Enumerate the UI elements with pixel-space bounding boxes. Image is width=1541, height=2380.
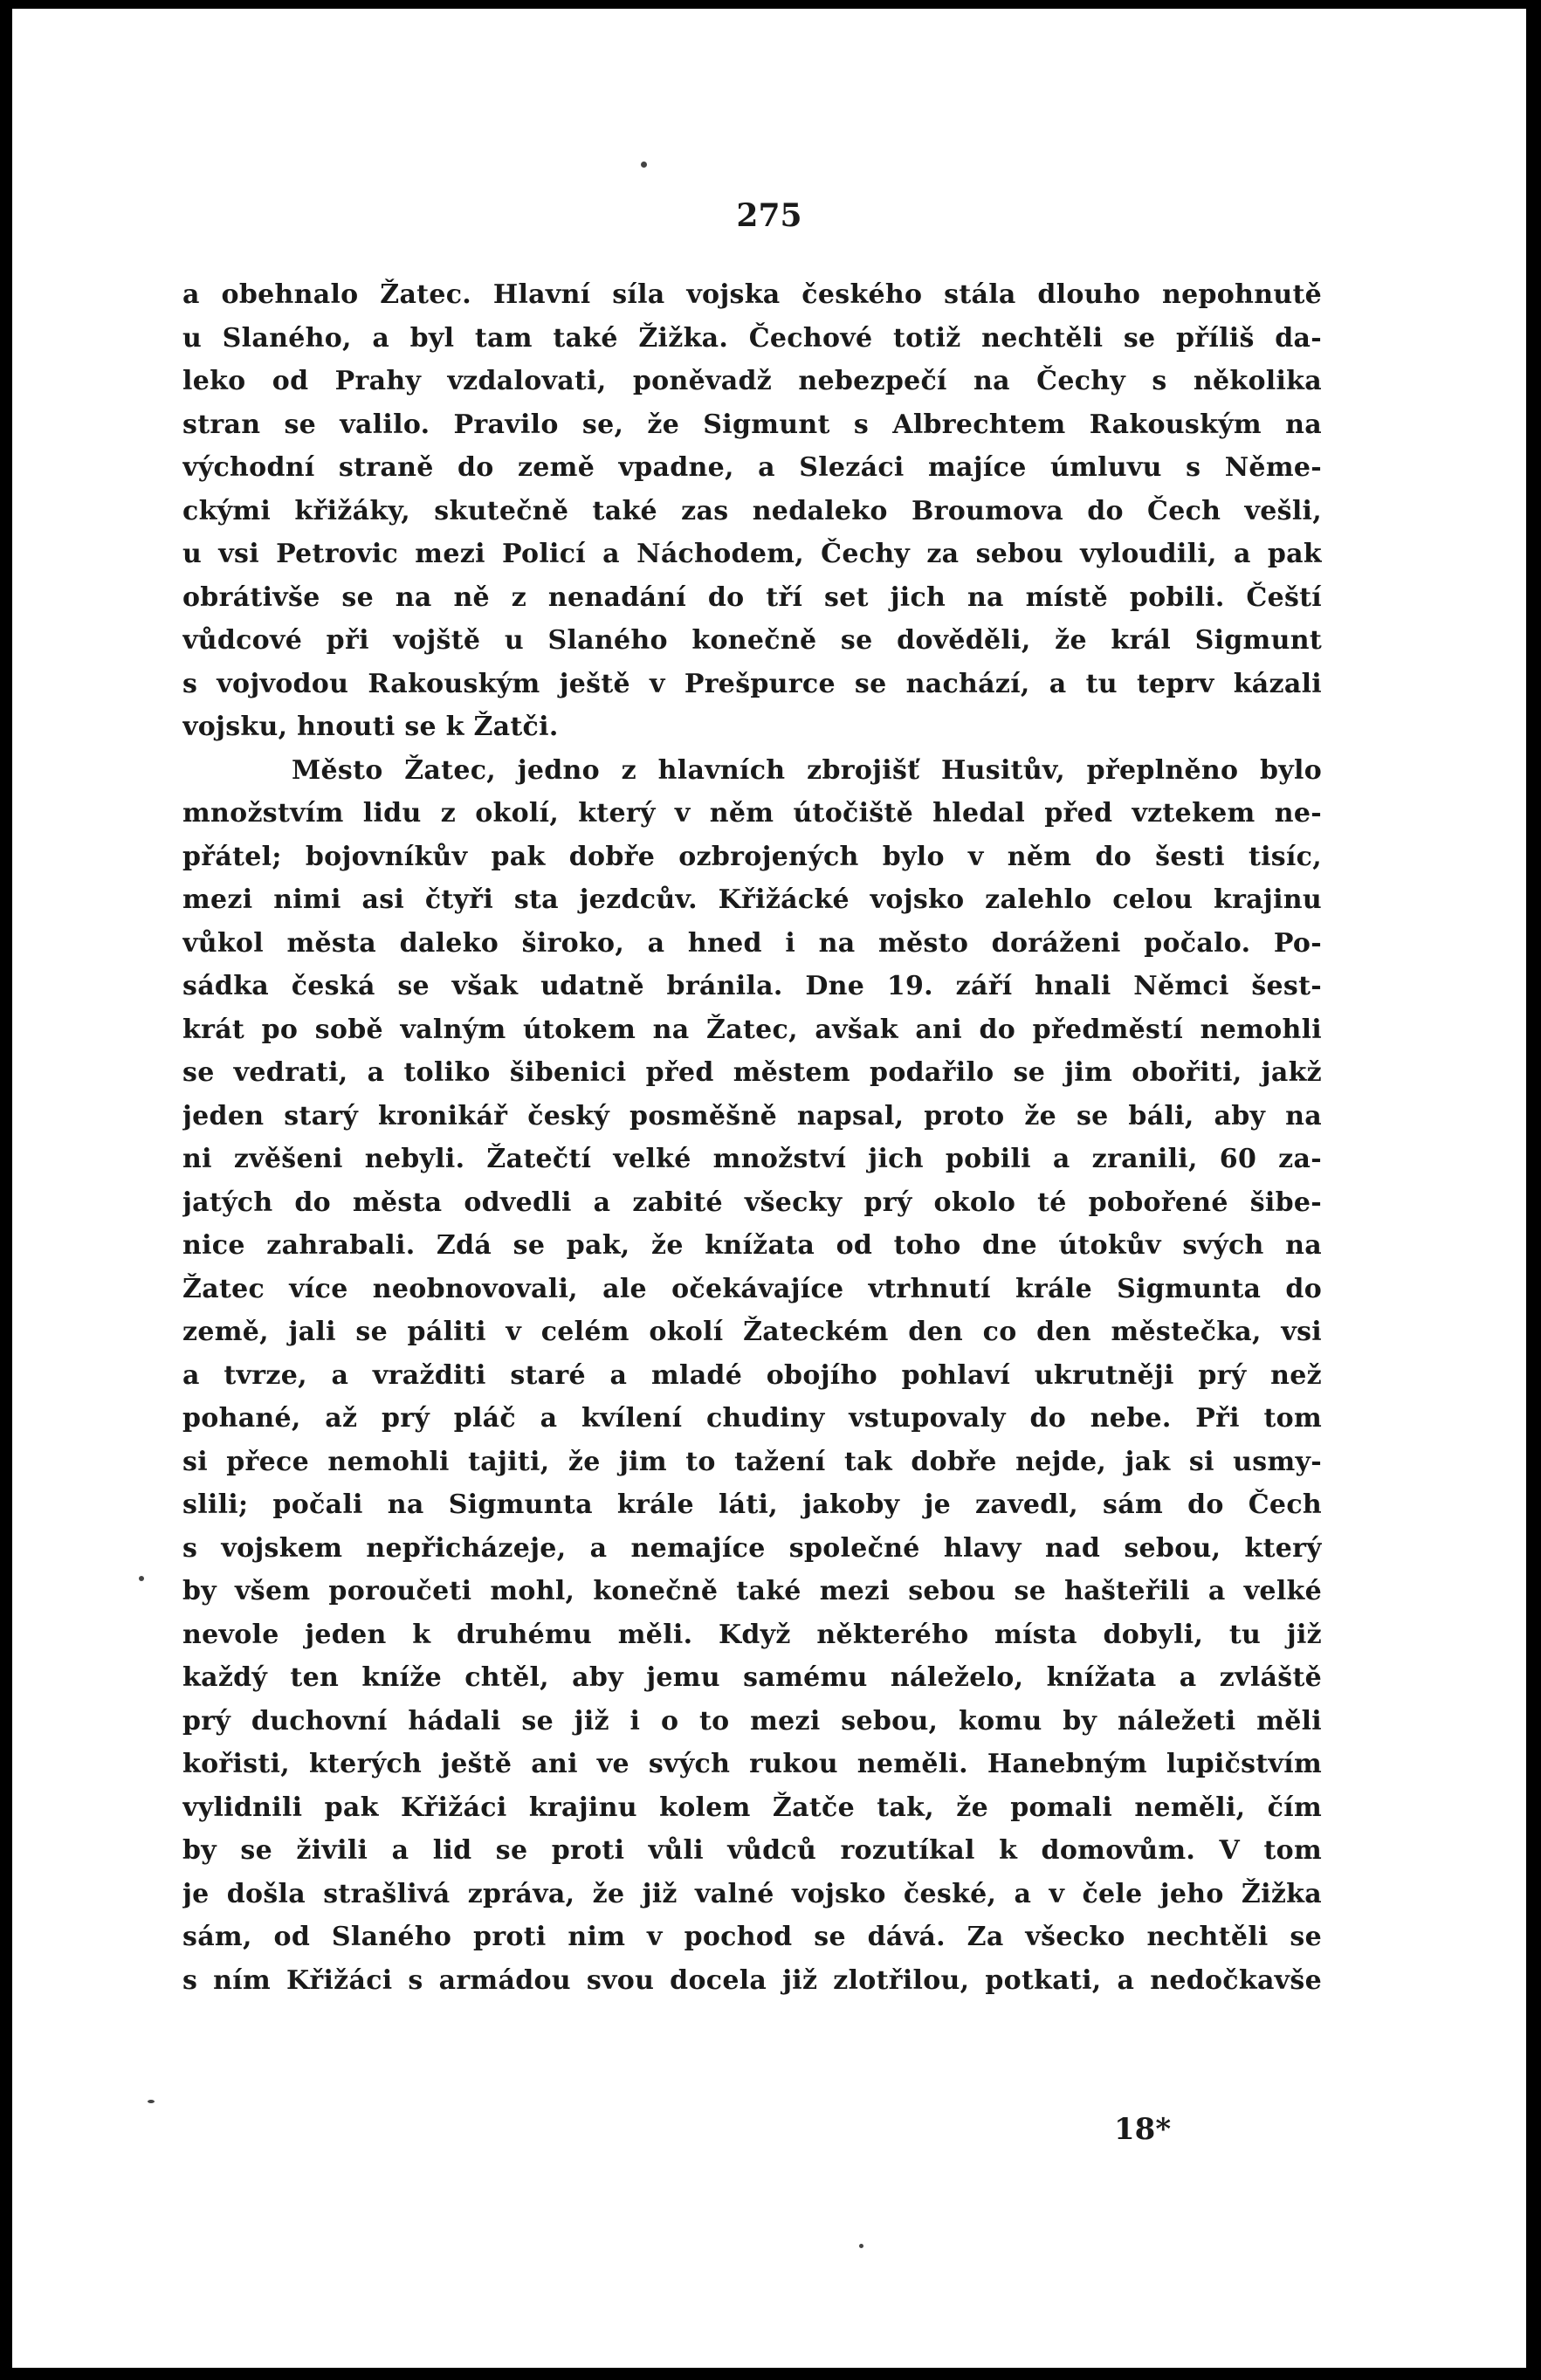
text-line: ni zvěšeni nebyli. Žatečtí velké množství jich pobili a zranili, 60 za- [182,1144,1322,1174]
text-line: by se živili a lid se proti vůli vůdců rozutíkal k domovům. V tom [182,1835,1322,1866]
text-line: sám, od Slaného proti nim v pochod se dává. Za všecko nechtěli se [182,1922,1322,1952]
text-line: prý duchovní hádali se již i o to mezi sebou, komu by náležeti měli [182,1705,1322,1737]
text-line: krát po sobě valným útokem na Žatec, avšak ani do předměstí nemohli [182,1014,1322,1045]
text-line: u Slaného, a byl tam také Žižka. Čechové totiž nechtěli se příliš da- [182,322,1322,354]
text-line: s vojvodou Rakouským ještě v Prešpurce se nachází, a tu teprv kázali [182,668,1322,699]
text-line: mezi nimi asi čtyři sta jezdcův. Křižácké vojsko zalehlo celou krajinu [182,884,1322,915]
text-line: sádka česká se však udatně bránila. Dne 19. září hnali Němci šest- [182,971,1322,1001]
text-line: ckými křižáky, skutečně také zas nedaleko Broumova do Čech vešli, [182,495,1322,526]
text-line: stran se valilo. Pravilo se, že Sigmunt s Albrechtem Rakouským na [182,409,1322,440]
text-line: s vojskem nepřicházeje, a nemajíce společné hlavy nad sebou, který [182,1532,1322,1564]
book-page [12,9,1526,2368]
text-line: vůkol města daleko široko, a hned i na město doráženi počalo. Po- [182,927,1322,959]
text-line: jatých do města odvedli a zabité všecky prý okolo té pobořené šibe- [182,1187,1322,1218]
print-speck [139,1576,144,1581]
text-line: vojsku, hnouti se k Žatči. [182,712,559,742]
text-line: kořisti, kterých ještě ani ve svých rukou neměli. Hanebným lupičstvím [182,1749,1322,1779]
paragraph-1 [182,273,1322,749]
print-speck [148,2100,155,2103]
text-line: nice zahrabali. Zdá se pak, že knížata od toho dne útokův svých na [182,1230,1322,1261]
signature-mark: 18* [1114,2112,1172,2147]
text-line: leko od Prahy vzdalovati, poněvadž nebezpečí na Čechy s několika [182,366,1322,396]
text-line: pohané, až prý pláč a kvílení chudiny vstupovaly do nebe. Při tom [182,1403,1322,1434]
text-line: si přece nemohli tajiti, že jim to tažení tak dobře nejde, jak si usmy- [182,1446,1322,1477]
text-line: je došla strašlivá zpráva, že již valné vojsko české, a v čele jeho Žižka [182,1878,1322,1909]
page-number: 275 [736,197,802,234]
body-text [182,273,1322,2002]
text-line: obrátivše se na ně z nenadání do tří set jich na místě pobili. Čeští [182,581,1322,613]
text-line: východní straně do země vpadne, a Slezáci majíce úmluvu s Něme- [182,452,1322,483]
text-line: množstvím lidu z okolí, který v něm útočiště hledal před vztekem ne- [182,798,1322,829]
text-line: se vedrati, a toliko šibenici před městem podařilo se jim obořiti, jakž [182,1057,1322,1088]
text-line: vůdcové při vojště u Slaného konečně se dověděli, že král Sigmunt [182,625,1322,656]
text-line: každý ten kníže chtěl, aby jemu samému náleželo, knížata a zvláště [182,1662,1322,1693]
print-speck [641,162,647,168]
text-line: země, jali se páliti v celém okolí Žateckém den co den městečka, vsi [182,1317,1322,1347]
text-line: slili; počali na Sigmunta krále láti, jakoby je zavedl, sám do Čech [182,1489,1322,1520]
text-line: vylidnili pak Křižáci krajinu kolem Žatče tak, že pomali neměli, čím [182,1792,1322,1823]
text-line: u vsi Petrovic mezi Policí a Náchodem, Čechy za sebou vyloudili, a pak [182,539,1322,569]
text-line: a obehnalo Žatec. Hlavní síla vojska českého stála dlouho nepohnutě [182,279,1322,310]
text-line: Žatec více neobnovovali, ale očekávajíce vtrhnutí krále Sigmunta do [182,1273,1322,1304]
text-line: a tvrze, a vražditi staré a mladé obojího pohlaví ukrutněji prý než [182,1359,1322,1391]
text-line: s ním Křižáci s armádou svou docela již zlotřilou, potkati, a nedočkavše [182,1964,1322,1996]
text-line: Město Žatec, jedno z hlavních zbrojišť Husitův, přeplněno bylo [292,754,1322,786]
text-line: jeden starý kronikář český posměšně napsal, proto že se báli, aby na [182,1100,1322,1132]
print-speck [859,2244,863,2248]
text-line: přátel; bojovníkův pak dobře ozbrojených bylo v něm do šesti tisíc, [182,841,1322,872]
text-line: by všem poroučeti mohl, konečně také mezi sebou se hašteřili a velké [182,1576,1322,1606]
paragraph-2 [182,749,1322,2003]
text-line: nevole jeden k druhému měli. Když některého místa dobyli, tu již [182,1619,1322,1650]
